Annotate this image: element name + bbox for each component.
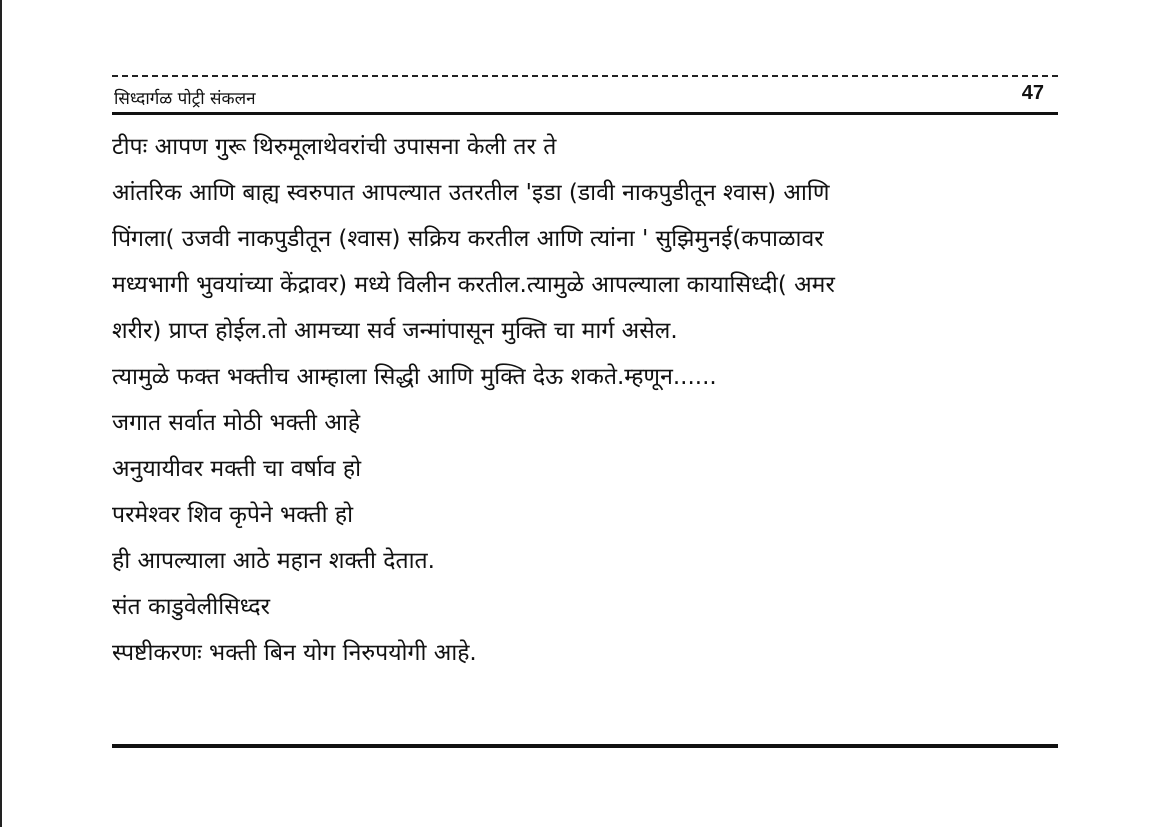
body-line: टीपः आपण गुरू थिरुमूलाथेवरांची उपासना केली तर ते	[112, 134, 557, 160]
body-line: परमेश्वर शिव कृपेने भक्ती हो	[112, 502, 354, 528]
page-header	[114, 82, 1056, 110]
body-line: पिंगला( उजवी नाकपुडीतून (श्वास) सक्रिय करतील आणि त्यांना ' सुझिमुनई(कपाळावर	[112, 226, 824, 252]
page-number: 47	[1021, 82, 1044, 104]
header-dashed-rule	[112, 75, 1058, 77]
footer-rule	[112, 744, 1058, 748]
body-line: शरीर) प्राप्त होईल.तो आमच्या सर्व जन्मांपासून मुक्ति चा मार्ग असेल.	[112, 318, 678, 344]
body-line: स्पष्टीकरणः भक्ती बिन योग निरुपयोगी आहे.	[112, 640, 477, 666]
body-line: आंतरिक आणि बाह्य स्वरुपात आपल्यात उतरतील 'इडा (डावी नाकपुडीतून श्वास) आणि	[112, 180, 830, 206]
body-line: त्यामुळे फक्त भक्तीच आम्हाला सिद्धी आणि मुक्ति देऊ शकते.म्हणून......	[112, 364, 717, 390]
body-line: ही आपल्याला आठे महान शक्ती देतात.	[112, 548, 435, 574]
header-rule	[112, 112, 1058, 115]
body-line: अनुयायीवर मक्ती चा वर्षाव हो	[112, 456, 362, 482]
header-title: सिध्दार्गळ पोट्री संकलन	[114, 89, 256, 109]
body-line: संत काडुवेलीसिध्दर	[112, 594, 271, 620]
page-left-edge	[0, 0, 2, 827]
body-line: मध्यभागी भुवयांच्या केंद्रावर) मध्ये विलीन करतील.त्यामुळे आपल्याला कायासिध्दी( अमर	[112, 272, 835, 298]
body-line: जगात सर्वात मोठी भक्ती आहे	[112, 410, 361, 436]
body-text	[112, 124, 1058, 676]
